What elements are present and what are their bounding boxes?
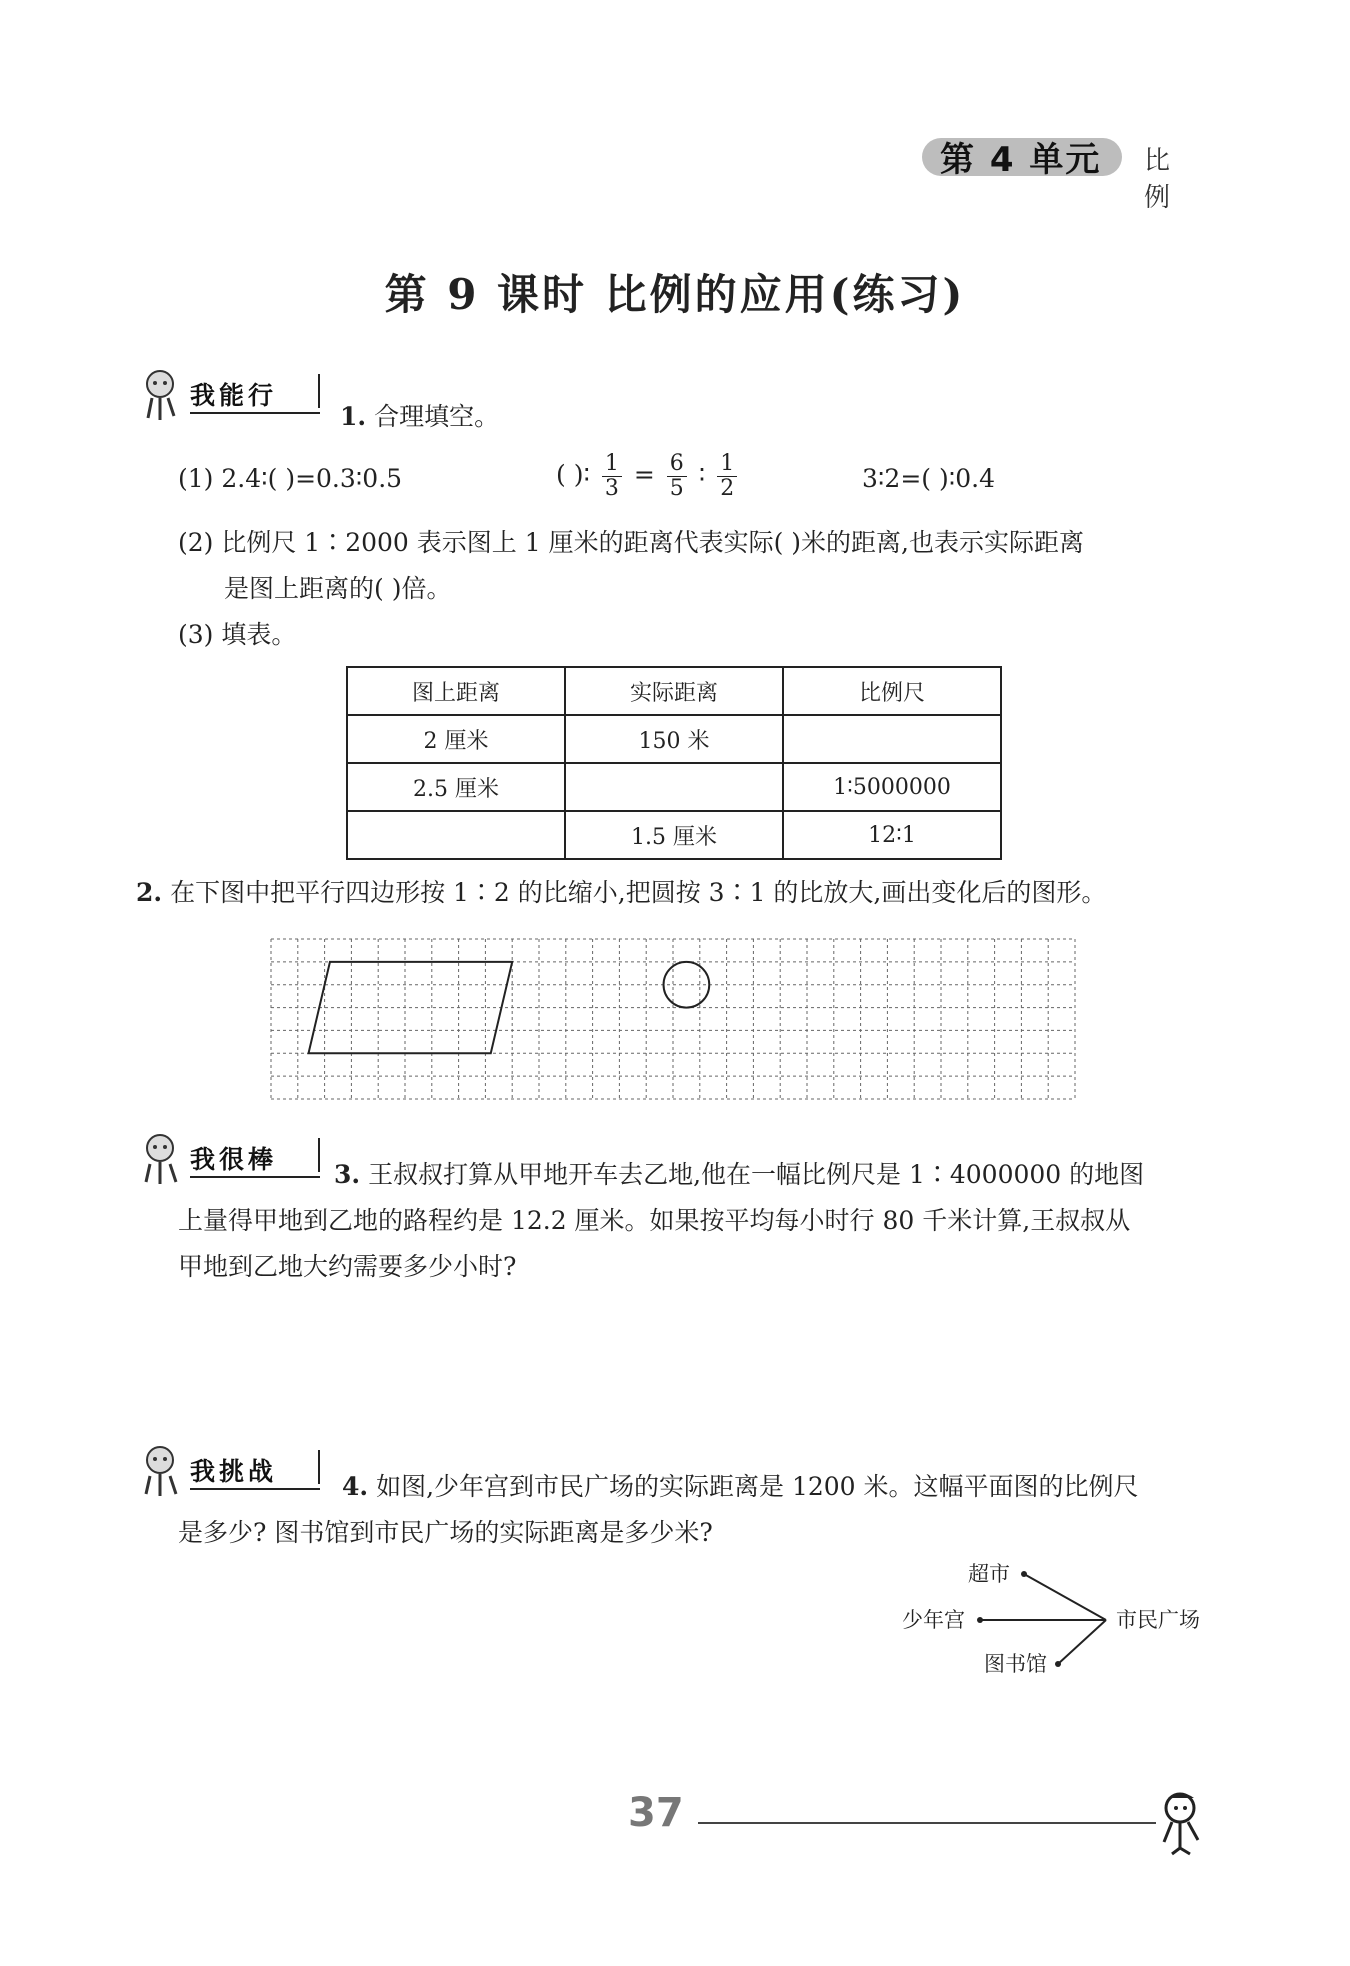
question-3-line2: 上量得甲地到乙地的路程约是 12.2 厘米。如果按平均每小时行 80 千米计算,王叔叔从 [178, 1206, 1131, 1235]
footer-rule [698, 1822, 1156, 1824]
mascot-icon [138, 1444, 184, 1498]
question-text: 如图,少年宫到市民广场的实际距离是 1200 米。这幅平面图的比例尺 [376, 1472, 1139, 1501]
map-point [1021, 1571, 1027, 1577]
equals-sign: = [633, 460, 655, 489]
section-divider [318, 374, 320, 408]
section-badge-3 [138, 1444, 338, 1498]
lesson-title: 第 9 课时 比例的应用(练习) [384, 270, 966, 319]
footer-mascot-icon [1150, 1788, 1220, 1858]
question-3-line1 [334, 1152, 1144, 1198]
section-underline [190, 412, 320, 414]
map-label-library: 图书馆 [984, 1652, 1047, 1676]
section-badge-2 [138, 1132, 338, 1186]
question-2-stem [136, 870, 1106, 916]
section-divider [318, 1450, 320, 1484]
section-divider [318, 1138, 320, 1172]
fraction [602, 452, 622, 501]
question-number: 4. [342, 1472, 369, 1501]
table-cell: 1.5 厘米 [565, 811, 783, 859]
q1-part2-line1: (2) 比例尺 1∶2000 表示图上 1 厘米的距离代表实际( )米的距离,也表示实际距离 [178, 528, 1084, 557]
question-text: 在下图中把平行四边形按 1∶2 的比缩小,把圆按 3∶1 的比放大,画出变化后的图形。 [170, 878, 1107, 907]
table-cell [783, 715, 1001, 763]
section-badge-1 [138, 368, 338, 422]
question-number: 2. [136, 878, 163, 907]
numerator: 1 [602, 452, 622, 477]
question-3-line3: 甲地到乙地大约需要多少小时? [178, 1252, 517, 1281]
table-cell [565, 763, 783, 811]
drawing-grid [270, 938, 1076, 1100]
fraction [717, 452, 737, 501]
route-line [1058, 1620, 1106, 1664]
table-header: 实际距离 [565, 667, 783, 715]
table-row [347, 811, 1001, 859]
question-number: 3. [334, 1160, 361, 1189]
denominator: 2 [720, 476, 735, 501]
question-text: 王叔叔打算从甲地开车去乙地,他在一幅比例尺是 1∶4000000 的地图 [368, 1160, 1145, 1189]
section-label: 我能行 [190, 381, 278, 410]
table-header: 图上距离 [347, 667, 565, 715]
table-cell [347, 811, 565, 859]
ratio-blank: ( )∶ [556, 460, 590, 489]
table-cell: 150 米 [565, 715, 783, 763]
page-number: 37 [628, 1790, 684, 1836]
location-map [880, 1558, 1220, 1688]
section-underline [190, 1488, 320, 1490]
map-label-plaza: 市民广场 [1116, 1608, 1200, 1632]
map-label-supermarket: 超市 [968, 1562, 1010, 1586]
mascot-icon [138, 1132, 184, 1186]
q1-part3: (3) 填表。 [178, 620, 297, 649]
numerator: 1 [717, 452, 737, 477]
unit-subtitle: 比例 [1144, 146, 1171, 213]
unit-title: 第 4 单元 [940, 140, 1102, 180]
numerator: 6 [667, 452, 687, 477]
question-1-stem [340, 394, 499, 440]
mascot-icon [138, 368, 184, 422]
route-line [1024, 1574, 1106, 1620]
table-header: 比例尺 [783, 667, 1001, 715]
q1-part1-b [556, 452, 741, 501]
table-cell: 1∶5000000 [783, 763, 1001, 811]
fraction [667, 452, 687, 501]
section-label: 我很棒 [190, 1145, 278, 1174]
table-header-row [347, 667, 1001, 715]
denominator: 3 [604, 476, 619, 501]
table-row [347, 715, 1001, 763]
q1-part2-line2: 是图上距离的( )倍。 [224, 574, 452, 603]
section-underline [190, 1176, 320, 1178]
question-4-line1 [342, 1464, 1139, 1510]
table-cell: 2 厘米 [347, 715, 565, 763]
table-row [347, 763, 1001, 811]
denominator: 5 [669, 476, 684, 501]
question-text: 合理填空。 [374, 402, 500, 431]
table-cell: 12∶1 [783, 811, 1001, 859]
section-label: 我挑战 [190, 1457, 278, 1486]
map-point [1055, 1661, 1061, 1667]
q1-part1-a: (1) 2.4∶( )=0.3∶0.5 [178, 464, 403, 493]
scale-table [346, 666, 1002, 860]
question-number: 1. [340, 402, 367, 431]
table-cell: 2.5 厘米 [347, 763, 565, 811]
question-4-line2: 是多少? 图书馆到市民广场的实际距离是多少米? [178, 1518, 713, 1547]
q1-part1-c: 3∶2=( )∶0.4 [862, 464, 995, 493]
map-label-youth-palace: 少年宫 [902, 1608, 965, 1632]
map-point [977, 1617, 983, 1623]
unit-header [922, 132, 1182, 213]
ratio-sign: ∶ [698, 460, 706, 489]
